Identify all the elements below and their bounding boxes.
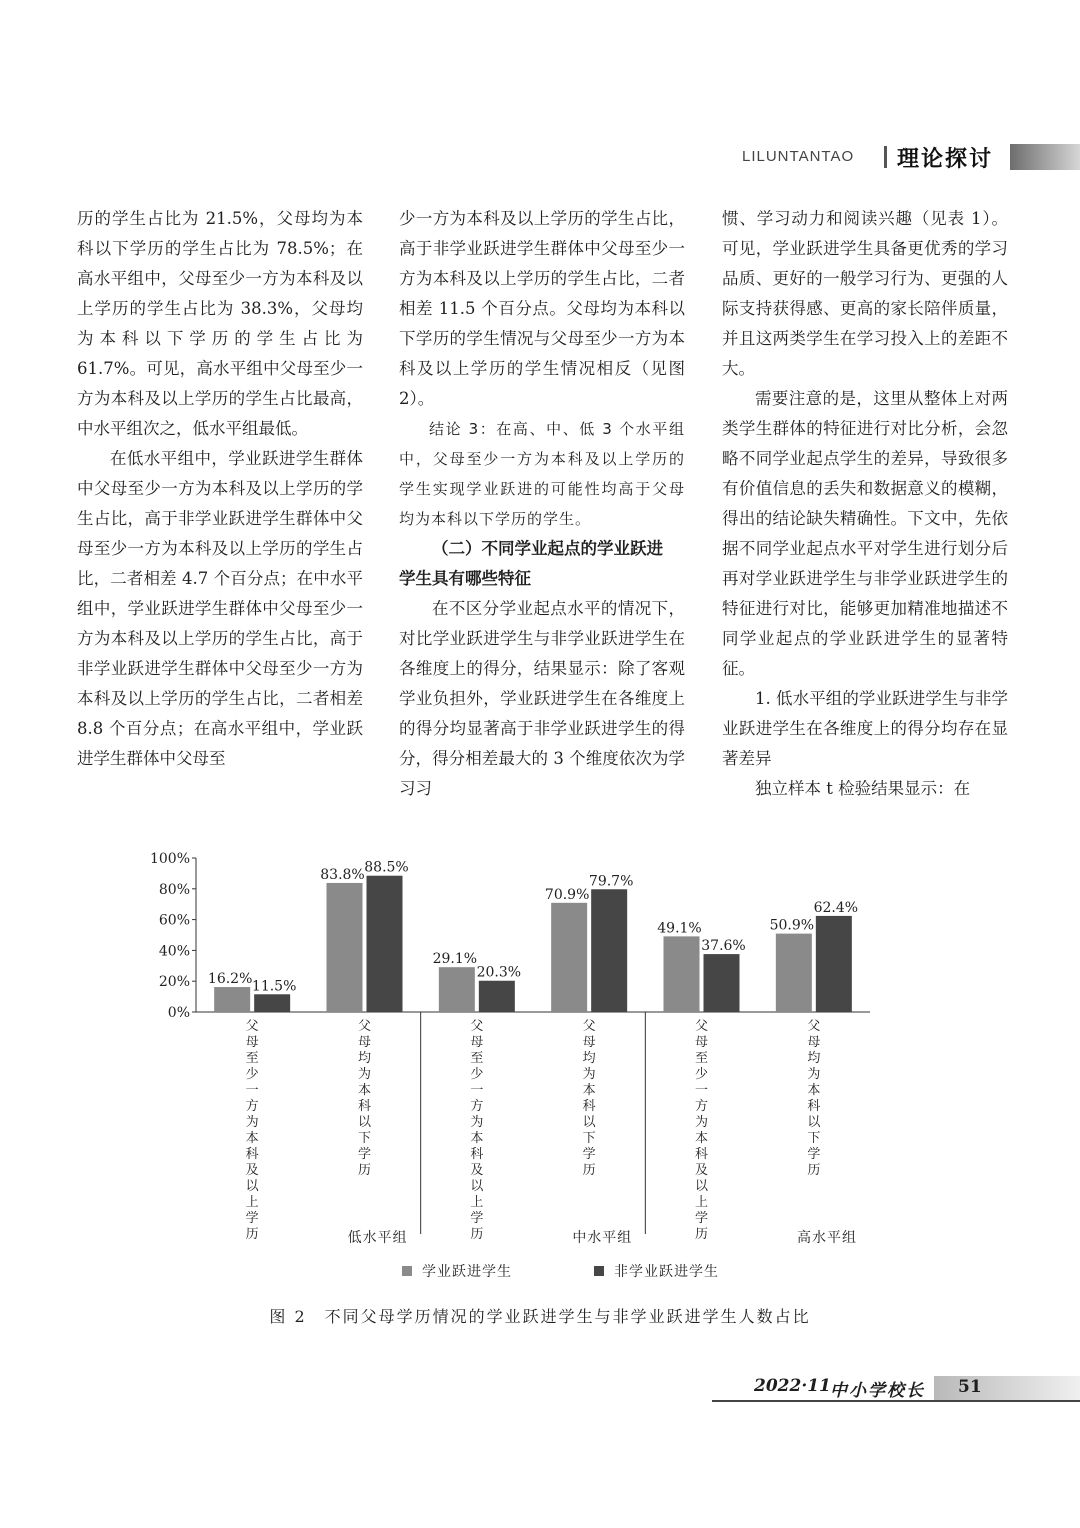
y-tick-label: 60% — [158, 912, 190, 929]
paragraph: 历的学生占比为 21.5%，父母均为本科以下学历的学生占比为 78.5%；在高水平组中，父母至少一方为本科及以上学历的学生占比为 38.3%，父母均为本科以下学历的学生占比为 61.7%。可见，高水平组中父母至少一方为本科及以上学历的学生占比最高，中水平组次之，低水平组最低。 — [77, 209, 363, 438]
category-label-char: 上 — [694, 1195, 709, 1210]
legend-swatch — [402, 1266, 412, 1276]
category-label-char: 为 — [357, 1067, 372, 1082]
bar — [367, 876, 403, 1012]
category-label-char: 历 — [807, 1163, 821, 1178]
figure-caption: 图 2 不同父母学历情况的学业跃进学生与非学业跃进学生人数占比 — [269, 1307, 811, 1326]
category-label-char: 下 — [582, 1131, 596, 1146]
y-tick-label: 80% — [158, 881, 190, 898]
category-label-char: 及 — [470, 1163, 484, 1178]
bar — [327, 883, 363, 1012]
section-heading — [399, 534, 685, 594]
y-tick-label: 20% — [158, 974, 190, 991]
running-header — [0, 142, 1080, 172]
category-label-char: 母 — [470, 1035, 484, 1050]
category-label-char: 至 — [245, 1051, 259, 1066]
data-label: 62.4% — [813, 899, 859, 916]
page-number: 51 — [958, 1377, 982, 1397]
bar — [439, 967, 475, 1012]
category-label-char: 及 — [245, 1163, 259, 1178]
header-divider — [884, 146, 887, 168]
category-label-char: 方 — [470, 1099, 484, 1114]
category-label-char: 科 — [582, 1099, 596, 1114]
category-label-char: 以 — [245, 1179, 259, 1194]
category-label-char: 科 — [245, 1147, 259, 1162]
category-label-char: 为 — [807, 1067, 821, 1082]
category-label-char: 父 — [807, 1019, 821, 1034]
category-label-char: 学 — [470, 1211, 484, 1226]
data-label: 70.9% — [544, 886, 590, 903]
category-label-char: 为 — [470, 1115, 484, 1130]
category-label-char: 为 — [582, 1067, 596, 1082]
category-label-char: 本 — [470, 1131, 484, 1146]
header-latin-title: LILUNTANTAO — [742, 148, 855, 165]
bar — [479, 981, 515, 1012]
legend-label: 非学业跃进学生 — [614, 1264, 719, 1280]
data-label: 11.5% — [251, 978, 297, 995]
data-label: 20.3% — [476, 964, 522, 981]
category-label-char: 以 — [694, 1179, 709, 1194]
category-label-char: 历 — [470, 1227, 484, 1242]
category-label-char: 至 — [470, 1051, 484, 1066]
footer-page-box — [934, 1376, 1080, 1400]
paragraph: 惯、学习动力和阅读兴趣（见表 1）。可见，学业跃进学生具备更优秀的学习品质、更好的一般学习行为、更强的人际支持获得感、更高的家长陪伴质量，并且这两类学生在学习投入上的差距不大。 — [722, 209, 1008, 378]
category-label-char: 学 — [245, 1211, 259, 1226]
group-label: 低水平组 — [347, 1230, 408, 1246]
data-label: 29.1% — [432, 951, 478, 968]
category-label-char: 本 — [694, 1131, 709, 1146]
category-label-char: 一 — [694, 1083, 709, 1098]
category-label-char: 父 — [245, 1019, 259, 1034]
category-label-char: 科 — [807, 1099, 821, 1114]
category-label-char: 方 — [694, 1099, 709, 1114]
category-label-char: 均 — [582, 1051, 596, 1066]
category-label-char: 以 — [582, 1115, 596, 1130]
category-label-char: 母 — [807, 1035, 821, 1050]
text-column-1 — [77, 204, 363, 774]
category-label-char: 以 — [807, 1115, 821, 1130]
category-label-char: 一 — [245, 1083, 259, 1098]
paragraph: 在低水平组中，学业跃进学生群体中父母至少一方为本科及以上学历的学生占比，高于非学业跃进学生群体中父母至少一方为本科及以上学历的学生占比，二者相差 4.7 个百分点；在中水平组中，学业跃进学生群体中父母至少一方为本科及以上学历的学生占比，高于非学业跃进学生群体中父母至少一方为本科及以上学历的学生占比，二者相差 8.8 个百分点；在高水平组中，学业跃进学生群体中父母至 — [77, 449, 363, 768]
category-label-char: 母 — [582, 1035, 596, 1050]
header-gradient-block — [1010, 144, 1080, 170]
category-label-char: 为 — [245, 1115, 259, 1130]
category-label-char: 科 — [357, 1099, 372, 1114]
numbered-subheading: 1. 低水平组的学业跃进学生与非学业跃进学生在各维度上的得分均存在显著差异 — [722, 689, 1008, 768]
header-section-title: 理论探讨 — [897, 147, 994, 172]
category-label-char: 科 — [470, 1147, 484, 1162]
category-label-char: 本 — [807, 1083, 821, 1098]
category-label-char: 父 — [694, 1019, 709, 1034]
category-label-char: 本 — [357, 1083, 372, 1098]
category-label-char: 一 — [470, 1083, 484, 1098]
category-label-char: 本 — [245, 1131, 259, 1146]
category-label-char: 均 — [357, 1051, 372, 1066]
page-footer — [0, 1374, 1080, 1404]
category-label-char: 学 — [357, 1147, 372, 1162]
category-label-char: 母 — [694, 1035, 709, 1050]
category-label-char: 历 — [357, 1163, 372, 1178]
bar — [551, 903, 587, 1012]
bar — [591, 889, 627, 1012]
paragraph: 需要注意的是，这里从整体上对两类学生群体的特征进行对比分析，会忽略不同学业起点学生的差异，导致很多有价值信息的丢失和数据意义的模糊，得出的结论缺失精确性。下文中，先依据不同学业起点水平对学生进行划分后再对学业跃进学生与非学业跃进学生的特征进行对比，能够更加精准地描述不同学业起点的学业跃进学生的显著特征。 — [722, 389, 1008, 678]
data-label: 88.5% — [364, 859, 409, 876]
category-label-char: 父 — [470, 1019, 484, 1034]
category-label-char: 为 — [694, 1115, 709, 1130]
text-column-3 — [722, 204, 1008, 804]
category-label-char: 父 — [357, 1019, 372, 1034]
category-label-char: 学 — [582, 1147, 596, 1162]
bar — [776, 934, 812, 1012]
paragraph: 在不区分学业起点水平的情况下，对比学业跃进学生与非学业跃进学生在各维度上的得分，结果显示：除了客观学业负担外，学业跃进学生在各维度上的得分均显著高于非学业跃进学生的得分，得分相差最大的 3 个维度依次为学习习 — [399, 599, 685, 798]
category-label-char: 至 — [694, 1051, 709, 1066]
category-label-char: 母 — [357, 1035, 372, 1050]
bar — [254, 994, 290, 1012]
figure-2-chart — [140, 846, 880, 1306]
category-label-char: 历 — [245, 1227, 259, 1242]
legend-label: 学业跃进学生 — [422, 1264, 512, 1280]
y-tick-label: 0% — [167, 1005, 190, 1021]
category-label-char: 少 — [694, 1067, 709, 1082]
data-label: 83.8% — [320, 866, 365, 883]
category-label-char: 学 — [694, 1211, 709, 1226]
bar — [704, 954, 740, 1012]
category-label-char: 少 — [245, 1067, 259, 1082]
data-label: 49.1% — [657, 920, 702, 937]
group-label: 高水平组 — [796, 1230, 857, 1246]
category-label-char: 学 — [807, 1147, 821, 1162]
category-label-char: 以 — [470, 1179, 484, 1194]
paragraph: 少一方为本科及以上学历的学生占比，高于非学业跃进学生群体中父母至少一方为本科及以上学历的学生占比，二者相差 11.5 个百分点。父母均为本科以下学历的学生情况与父母至少一方为本科及以上学历的学生情况相反（见图 2）。 — [399, 209, 685, 408]
section-heading-line-2: 学生具有哪些特征 — [399, 569, 531, 588]
text-column-2 — [399, 204, 685, 804]
section-heading-line-1: （二）不同学业起点的学业跃进 — [432, 539, 663, 558]
category-label-char: 少 — [470, 1067, 484, 1082]
bar-chart-svg — [140, 846, 880, 1296]
category-label-char: 下 — [357, 1131, 372, 1146]
category-label-char: 以 — [357, 1115, 372, 1130]
category-label-char: 上 — [470, 1195, 484, 1210]
category-label-char: 历 — [582, 1163, 596, 1178]
footer-journal-name: 中小学校长 — [830, 1381, 925, 1401]
data-label: 79.7% — [588, 873, 634, 890]
data-label: 37.6% — [701, 938, 746, 955]
conclusion-3: 结论 3：在高、中、低 3 个水平组中，父母至少一方为本科及以上学历的学生实现学业跃进的可能性均高于父母均为本科以下学历的学生。 — [399, 420, 685, 528]
category-label-char: 历 — [694, 1227, 709, 1242]
bar — [664, 936, 700, 1012]
category-label-char: 上 — [245, 1195, 259, 1210]
bar — [214, 987, 250, 1012]
group-label: 中水平组 — [572, 1230, 633, 1246]
category-label-char: 及 — [694, 1163, 709, 1178]
category-label-char: 母 — [245, 1035, 259, 1050]
legend-swatch — [594, 1266, 604, 1276]
category-label-char: 科 — [694, 1147, 709, 1162]
category-label-char: 下 — [807, 1131, 821, 1146]
bar — [816, 916, 852, 1012]
category-label-char: 父 — [582, 1019, 596, 1034]
footer-issue: 2022·11 — [754, 1376, 831, 1396]
data-label: 16.2% — [207, 971, 253, 988]
category-label-char: 均 — [807, 1051, 821, 1066]
y-tick-label: 100% — [149, 851, 190, 867]
data-label: 50.9% — [769, 917, 815, 934]
category-label-char: 方 — [245, 1099, 259, 1114]
category-label-char: 本 — [582, 1083, 596, 1098]
y-tick-label: 40% — [158, 943, 190, 960]
paragraph: 独立样本 t 检验结果显示：在 — [755, 779, 971, 798]
